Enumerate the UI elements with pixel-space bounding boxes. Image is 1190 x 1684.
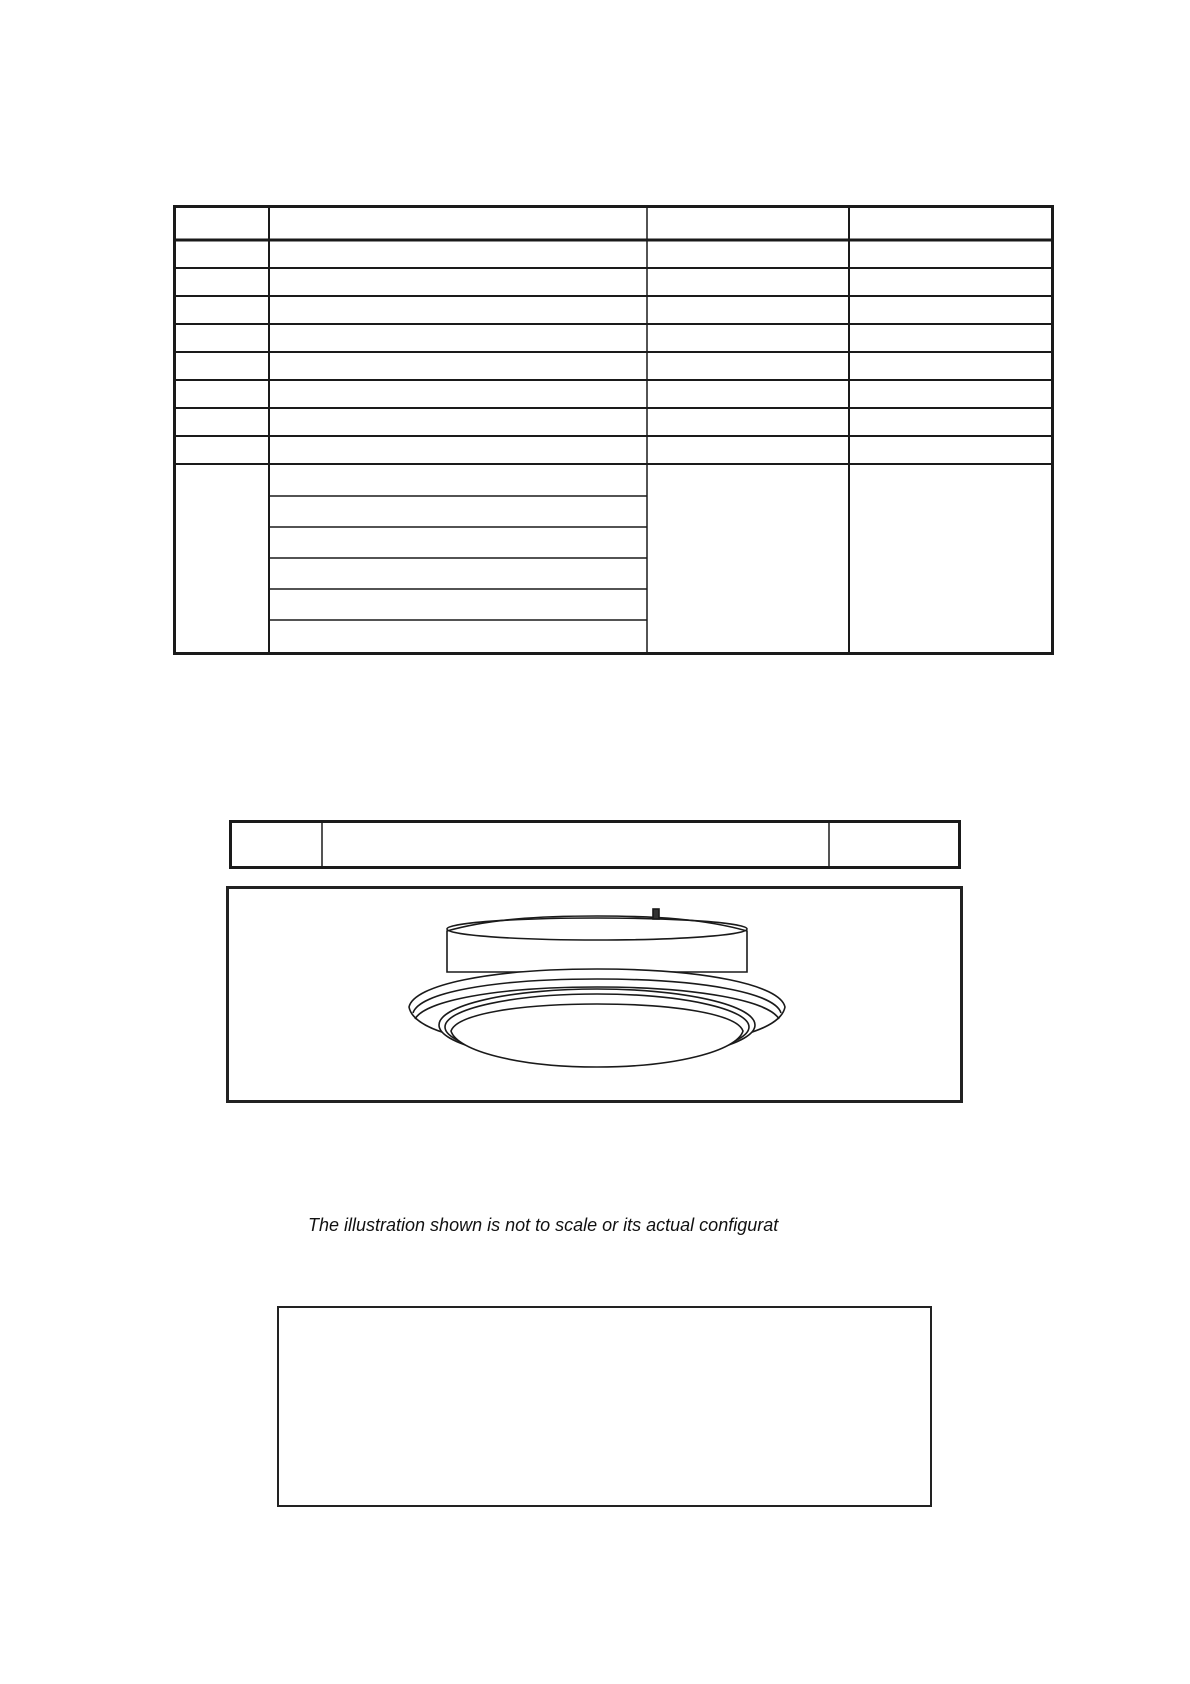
spec-table [173,205,1054,655]
header-strip-grid [229,820,961,869]
spec-table-grid [173,205,1054,655]
ceiling-light-fixture-icon [229,889,960,1100]
notes-box [277,1306,932,1507]
illustration-header-strip [229,820,961,869]
disclaimer-text: The illustration shown is not to scale or its actual configurat [308,1215,779,1235]
illustration-box [226,886,963,1103]
